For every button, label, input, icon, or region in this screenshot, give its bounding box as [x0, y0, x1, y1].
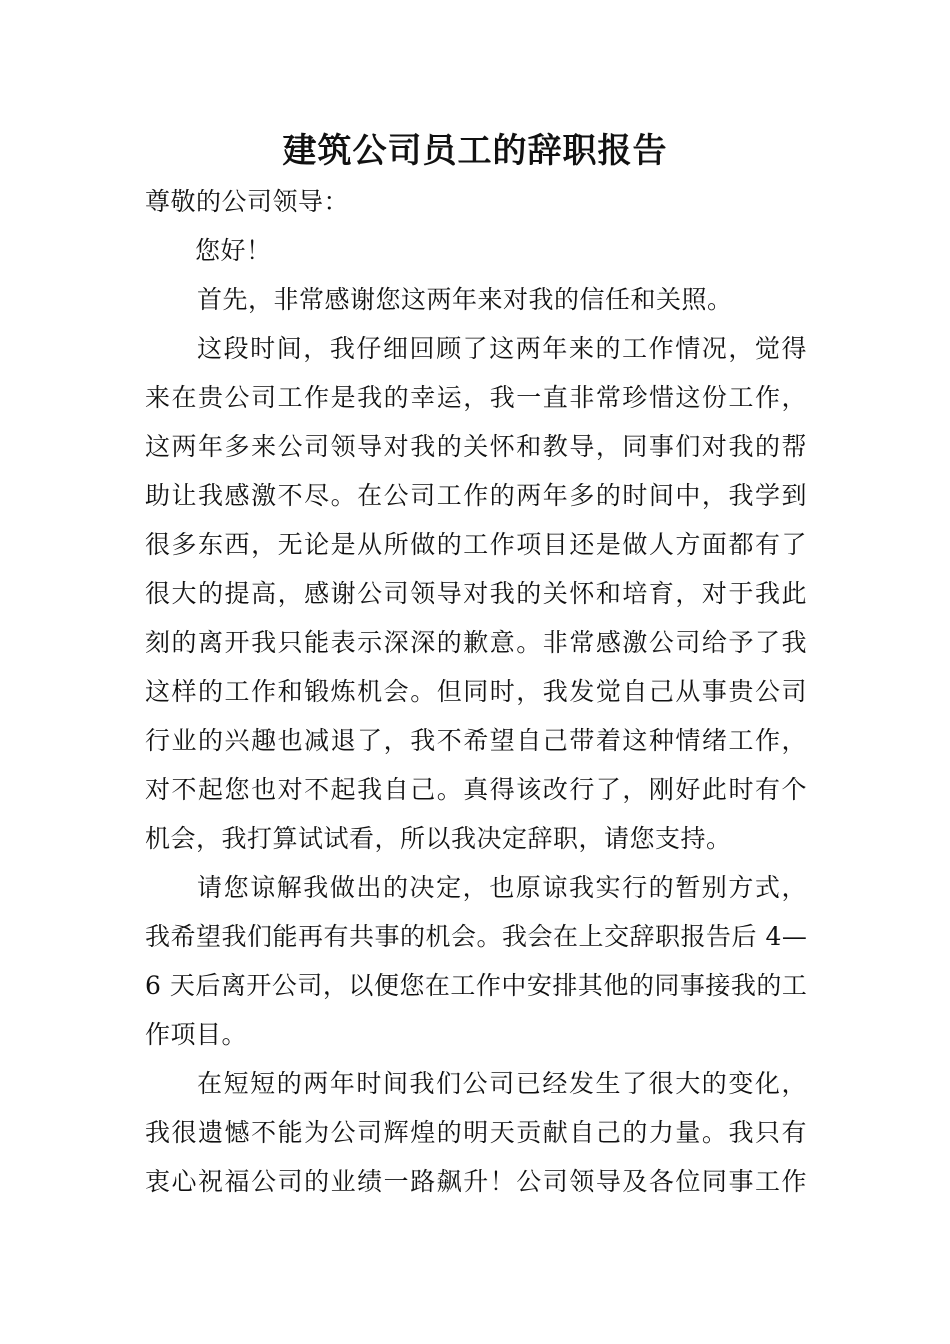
- salutation: 尊敬的公司领导：: [145, 187, 350, 216]
- paragraph-line: 很多东西，无论是从所做的工作项目还是做人方面都有了: [145, 530, 807, 559]
- greeting: 您好！: [195, 236, 272, 265]
- paragraph-line: 这段时间，我仔细回顾了这两年来的工作情况，觉得: [197, 334, 807, 363]
- paragraph-line: 衷心祝福公司的业绩一路飙升！公司领导及各位同事工作: [145, 1167, 807, 1196]
- paragraph-line: 6 天后离开公司，以便您在工作中安排其他的同事接我的工: [145, 971, 807, 1000]
- paragraph-line: 首先，非常感谢您这两年来对我的信任和关照。: [197, 285, 733, 314]
- paragraph-line: 请您谅解我做出的决定，也原谅我实行的暂别方式，: [197, 873, 807, 902]
- document-title: 建筑公司员工的辞职报告: [282, 131, 668, 171]
- paragraph-line: 刻的离开我只能表示深深的歉意。非常感激公司给予了我: [145, 628, 807, 657]
- paragraph-line: 来在贵公司工作是我的幸运，我一直非常珍惜这份工作，: [145, 383, 807, 412]
- paragraph-line: 这样的工作和锻炼机会。但同时，我发觉自己从事贵公司: [145, 677, 807, 706]
- paragraph-line: 对不起您也对不起我自己。真得该改行了，刚好此时有个: [145, 775, 807, 804]
- paragraph-line: 行业的兴趣也减退了，我不希望自己带着这种情绪工作，: [145, 726, 807, 755]
- paragraph-line: 助让我感激不尽。在公司工作的两年多的时间中，我学到: [145, 481, 807, 510]
- paragraph-line: 我希望我们能再有共事的机会。我会在上交辞职报告后 4—: [145, 922, 807, 951]
- paragraph-line: 作项目。: [145, 1020, 248, 1049]
- document-body: [145, 177, 807, 1206]
- paragraph-line: 我很遗憾不能为公司辉煌的明天贡献自己的力量。我只有: [145, 1118, 807, 1147]
- paragraph-line: 很大的提高，感谢公司领导对我的关怀和培育，对于我此: [145, 579, 807, 608]
- paragraph-line: 在短短的两年时间我们公司已经发生了很大的变化，: [197, 1069, 807, 1098]
- paragraph-line: 这两年多来公司领导对我的关怀和教导，同事们对我的帮: [145, 432, 807, 461]
- paragraph-line: 机会，我打算试试看，所以我决定辞职，请您支持。: [145, 824, 732, 853]
